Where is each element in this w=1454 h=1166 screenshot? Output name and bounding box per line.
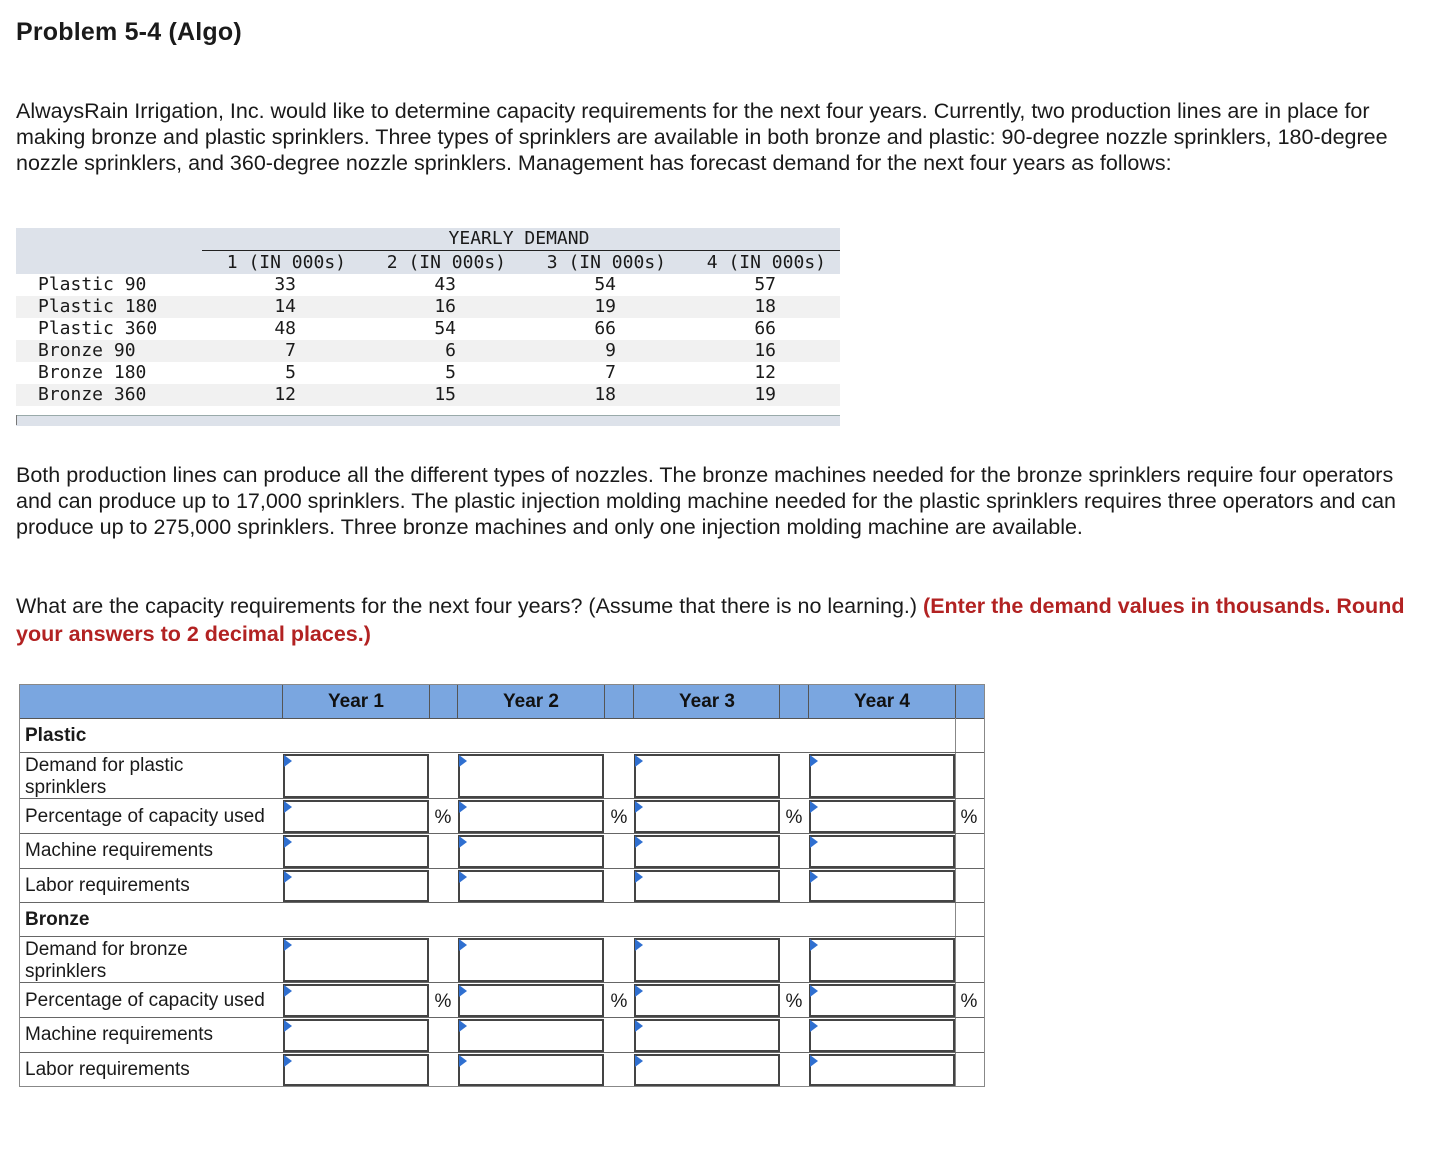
year-3-header: Year 3 xyxy=(679,691,735,712)
percent-sign: % xyxy=(785,991,803,1012)
plastic-section-label: Plastic xyxy=(25,725,87,746)
table-edge xyxy=(16,415,17,425)
row-label: Bronze 90 xyxy=(38,340,136,361)
demand-value: 5 xyxy=(285,362,296,383)
col-sep xyxy=(808,685,809,718)
bronze-labor-year-4-input[interactable] xyxy=(809,1054,955,1086)
row-line xyxy=(20,752,984,753)
demand-value: 43 xyxy=(434,274,456,295)
demand-value: 16 xyxy=(434,296,456,317)
row-label: Plastic 360 xyxy=(38,318,158,339)
percent-sign: % xyxy=(785,807,803,828)
col-sep xyxy=(779,685,780,718)
percent-sign: % xyxy=(610,807,628,828)
col-header-year-4: 4 (IN 000s) xyxy=(706,252,826,273)
row-label: Bronze 180 xyxy=(38,362,147,383)
demand-value: 48 xyxy=(274,318,296,339)
year-1-header: Year 1 xyxy=(328,691,384,712)
machine-req-plastic-label: Machine requirements xyxy=(25,840,213,861)
demand-value: 18 xyxy=(594,384,616,405)
demand-row xyxy=(16,384,840,406)
percent-sign: % xyxy=(434,991,452,1012)
plastic-pct-year-1-input[interactable] xyxy=(283,800,429,833)
labor-req-bronze-label: Labor requirements xyxy=(25,1059,190,1080)
col-header-year-2: 2 (IN 000s) xyxy=(386,252,506,273)
machine-req-bronze-label: Machine requirements xyxy=(25,1024,213,1045)
bronze-pct-year-2-input[interactable] xyxy=(458,984,604,1017)
plastic-demand-year-1-input[interactable] xyxy=(283,754,429,798)
demand-value: 7 xyxy=(605,362,616,383)
problem-title: Problem 5-4 (Algo) xyxy=(16,18,242,46)
plastic-pct-year-3-input[interactable] xyxy=(634,800,780,833)
bronze-demand-year-1-input[interactable] xyxy=(283,938,429,982)
year-2-header: Year 2 xyxy=(503,691,559,712)
demand-value: 54 xyxy=(434,318,456,339)
demand-value: 15 xyxy=(434,384,456,405)
row-line xyxy=(20,868,984,869)
plastic-labor-year-4-input[interactable] xyxy=(809,870,955,902)
bronze-demand-year-2-input[interactable] xyxy=(458,938,604,982)
bronze-machine-year-4-input[interactable] xyxy=(809,1019,955,1052)
bronze-demand-year-3-input[interactable] xyxy=(634,938,780,982)
bronze-machine-year-3-input[interactable] xyxy=(634,1019,780,1052)
demand-value: 6 xyxy=(445,340,456,361)
bronze-pct-year-4-input[interactable] xyxy=(809,984,955,1017)
percent-sign: % xyxy=(434,807,452,828)
demand-value: 66 xyxy=(594,318,616,339)
year-4-header: Year 4 xyxy=(854,691,910,712)
col-sep xyxy=(457,685,458,718)
plastic-demand-year-3-input[interactable] xyxy=(634,754,780,798)
plastic-machine-year-3-input[interactable] xyxy=(634,835,780,868)
demand-plastic-label: Demand for plastic sprinklers xyxy=(25,755,184,798)
demand-value: 57 xyxy=(754,274,776,295)
bronze-machine-year-2-input[interactable] xyxy=(458,1019,604,1052)
plastic-machine-year-1-input[interactable] xyxy=(283,835,429,868)
col-sep xyxy=(955,685,956,718)
bronze-labor-year-1-input[interactable] xyxy=(283,1054,429,1086)
question-instruction: (Enter the demand values in thousands. Round your answers to 2 decimal places.) xyxy=(16,594,1405,646)
row-line xyxy=(20,902,984,903)
demand-value: 66 xyxy=(754,318,776,339)
col-header-year-1: 1 (IN 000s) xyxy=(226,252,346,273)
percent-sign: % xyxy=(960,991,978,1012)
demand-bronze-label: Demand for bronze sprinklers xyxy=(25,939,188,982)
demand-value: 19 xyxy=(594,296,616,317)
plastic-labor-year-3-input[interactable] xyxy=(634,870,780,902)
row-line xyxy=(20,1052,984,1053)
plastic-machine-year-2-input[interactable] xyxy=(458,835,604,868)
plastic-pct-year-2-input[interactable] xyxy=(458,800,604,833)
question-text xyxy=(16,592,1426,648)
row-label: Plastic 180 xyxy=(38,296,158,317)
percent-sign: % xyxy=(960,807,978,828)
row-line xyxy=(20,936,984,937)
bronze-labor-year-2-input[interactable] xyxy=(458,1054,604,1086)
demand-value: 19 xyxy=(754,384,776,405)
demand-value: 5 xyxy=(445,362,456,383)
bronze-machine-year-1-input[interactable] xyxy=(283,1019,429,1052)
bronze-pct-year-1-input[interactable] xyxy=(283,984,429,1017)
plastic-labor-year-1-input[interactable] xyxy=(283,870,429,902)
demand-value: 12 xyxy=(274,384,296,405)
plastic-labor-year-2-input[interactable] xyxy=(458,870,604,902)
demand-value: 18 xyxy=(754,296,776,317)
demand-row xyxy=(16,318,840,340)
plastic-machine-year-4-input[interactable] xyxy=(809,835,955,868)
pct-capacity-bronze-label: Percentage of capacity used xyxy=(25,990,265,1011)
col-sep xyxy=(604,685,605,718)
demand-value: 16 xyxy=(754,340,776,361)
demand-value: 33 xyxy=(274,274,296,295)
demand-row xyxy=(16,362,840,384)
intro-paragraph: AlwaysRain Irrigation, Inc. would like to determine capacity requirements for the next four years. Currently, two production lines are in place for making bronze and plastic sprinklers. Three types of sprinklers are available in both bronze and plastic: 90-degree nozzle sprinklers, 180-degree nozzle sprinklers, and 360-degree nozzle sprinklers. Management has forecast demand for the next four years as follows: xyxy=(16,99,1388,175)
row-label: Plastic 90 xyxy=(38,274,147,295)
demand-value: 7 xyxy=(285,340,296,361)
question-main: What are the capacity requirements for the next four years? (Assume that there is no learning.) xyxy=(16,594,918,618)
demand-row xyxy=(16,340,840,362)
header-underline xyxy=(202,250,840,251)
percent-sign: % xyxy=(610,991,628,1012)
demand-value: 14 xyxy=(274,296,296,317)
bronze-pct-year-3-input[interactable] xyxy=(634,984,780,1017)
col-sep xyxy=(633,685,634,718)
second-paragraph: Both production lines can produce all the different types of nozzles. The bronze machines needed for the bronze sprinklers require four operators and can produce up to 17,000 sprinklers. The plastic injection molding machine needed for the plastic sprinklers requires three operators and can produce up to 275,000 sprinklers. Three bronze machines and only one injection molding machine are available. xyxy=(16,463,1396,539)
table-scrollbar[interactable] xyxy=(16,415,840,426)
demand-value: 12 xyxy=(754,362,776,383)
demand-row xyxy=(16,274,840,296)
demand-value: 9 xyxy=(605,340,616,361)
plastic-pct-year-4-input[interactable] xyxy=(809,800,955,833)
bronze-section-label: Bronze xyxy=(25,909,90,930)
row-line xyxy=(20,1017,984,1018)
plastic-demand-year-4-input[interactable] xyxy=(809,754,955,798)
demand-value: 54 xyxy=(594,274,616,295)
col-header-year-3: 3 (IN 000s) xyxy=(546,252,666,273)
yearly-demand-header: YEARLY DEMAND xyxy=(448,228,590,249)
labor-req-plastic-label: Labor requirements xyxy=(25,875,190,896)
demand-row xyxy=(16,296,840,318)
row-line xyxy=(20,833,984,834)
row-label: Bronze 360 xyxy=(38,384,147,405)
plastic-demand-year-2-input[interactable] xyxy=(458,754,604,798)
col-sep xyxy=(429,685,430,718)
bronze-labor-year-3-input[interactable] xyxy=(634,1054,780,1086)
col-sep xyxy=(282,685,283,718)
bronze-demand-year-4-input[interactable] xyxy=(809,938,955,982)
answer-grid xyxy=(19,684,985,1087)
pct-capacity-plastic-label: Percentage of capacity used xyxy=(25,806,265,827)
